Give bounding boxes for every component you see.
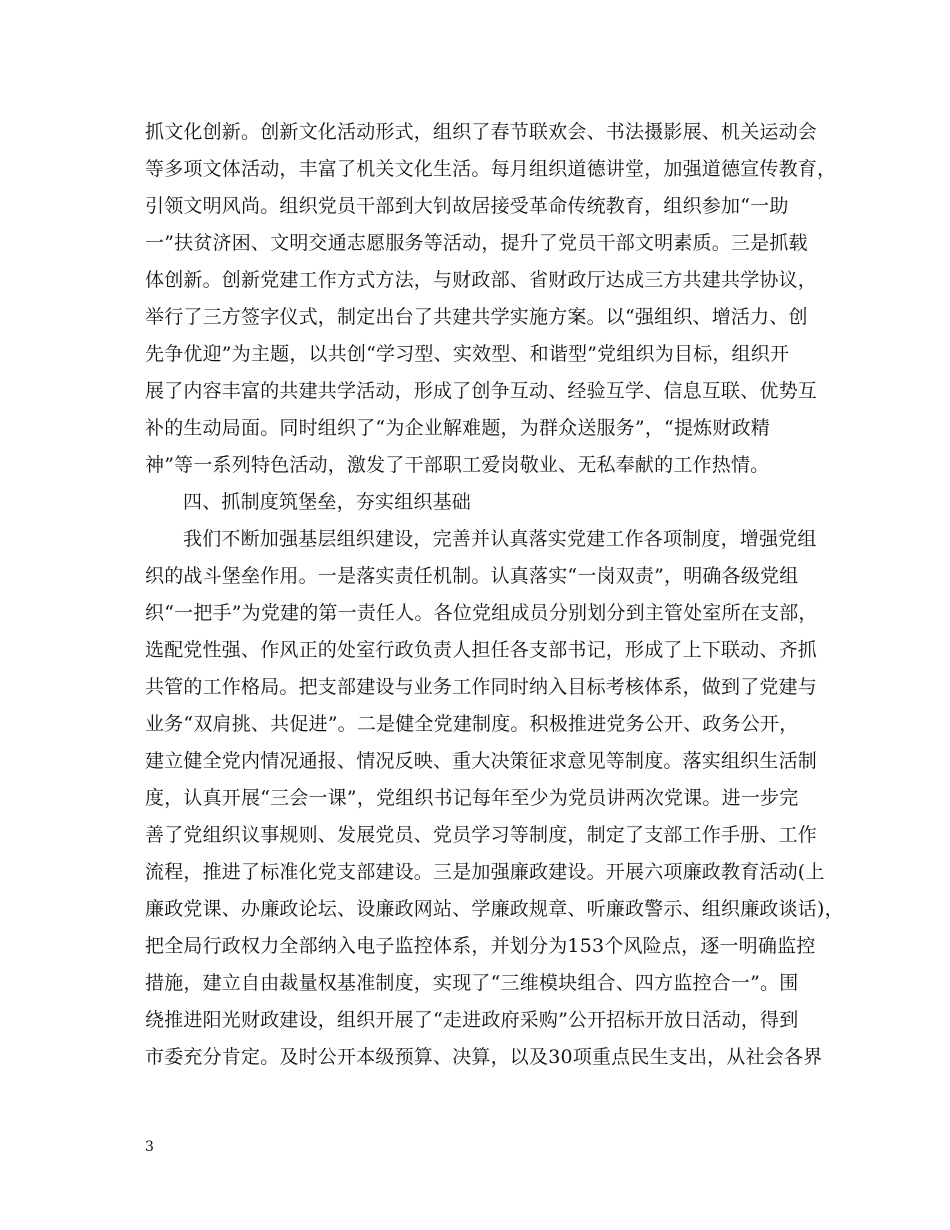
body-text-line: 举行了三方签字仪式，制定出台了共建共学实施方案。以“强组织、增活力、创	[145, 306, 808, 328]
body-text-line: 措施，建立自由裁量权基准制度，实现了“三维模块组合、四方监控合一”。围	[145, 972, 799, 994]
body-text-line: 共管的工作格局。把支部建设与业务工作同时纳入目标考核体系，做到了党建与	[145, 676, 818, 698]
body-text-line: 度，认真开展“三会一课”，党组织书记每年至少为党员讲两次党课。进一步完	[145, 787, 799, 809]
body-text-line: 神”等一系列特色活动，激发了干部职工爱岗敬业、无私奉献的工作热情。	[145, 454, 770, 476]
body-text-line: 绕推进阳光财政建设，组织开展了“走进政府采购”公开招标开放日活动，得到	[145, 1009, 799, 1031]
page-number: 3	[145, 1139, 154, 1155]
body-text-line: 选配党性强、作风正的处室行政负责人担任各支部书记，形成了上下联动、齐抓	[145, 639, 818, 661]
paragraph-first-line: 我们不断加强基层组织建设，完善并认真落实党建工作各项制度，增强党组	[183, 528, 817, 550]
body-text-line: 建立健全党内情况通报、情况反映、重大决策征求意见等制度。落实组织生活制	[145, 750, 818, 772]
body-text-line: 抓文化创新。创新文化活动形式，组织了春节联欢会、书法摄影展、机关运动会	[145, 121, 818, 143]
body-text-line: 业务“双肩挑、共促进”。二是健全党建制度。积极推进党务公开、政务公开，	[145, 713, 799, 735]
body-text-line: 补的生动局面。同时组织了“为企业解难题，为群众送服务”，“提炼财政精	[145, 417, 770, 439]
body-text-line: 体创新。创新党建工作方式方法，与财政部、省财政厅达成三方共建共学协议，	[145, 269, 818, 291]
body-text-line: 织“一把手”为党建的第一责任人。各位党组成员分别划分到主管处室所在支部，	[145, 602, 818, 624]
body-text-line: 把全局行政权力全部纳入电子监控体系，并划分为153个风险点，逐一明确监控	[145, 935, 816, 957]
body-text-line: 流程，推进了标准化党支部建设。三是加强廉政建设。开展六项廉政教育活动(上	[145, 861, 825, 883]
body-text-line: 廉政党课、办廉政论坛、设廉政网站、学廉政规章、听廉政警示、组织廉政谈话)，	[145, 898, 844, 920]
section-heading: 四、抓制度筑堡垒，夯实组织基础	[183, 491, 472, 513]
body-text-line: 市委充分肯定。及时公开本级预算、决算，以及30项重点民生支出，从社会各界	[145, 1046, 823, 1068]
body-text-line: 等多项文体活动，丰富了机关文化生活。每月组织道德讲堂，加强道德宣传教育，	[145, 158, 837, 180]
body-text-line: 引领文明风尚。组织党员干部到大钊故居接受革命传统教育，组织参加“一助	[145, 195, 789, 217]
body-text-line: 善了党组织议事规则、发展党员、党员学习等制度，制定了支部工作手册、工作	[145, 824, 818, 846]
body-text-line: 织的战斗堡垒作用。一是落实责任机制。认真落实“一岗双责”，明确各级党组	[145, 565, 799, 587]
body-text-line: 一”扶贫济困、文明交通志愿服务等活动，提升了党员干部文明素质。三是抓载	[145, 232, 808, 254]
body-text-line: 展了内容丰富的共建共学活动，形成了创争互动、经验互学、信息互联、优势互	[145, 380, 818, 402]
body-text-line: 先争优迎”为主题，以共创“学习型、实效型、和谐型”党组织为目标，组织开	[145, 343, 790, 365]
